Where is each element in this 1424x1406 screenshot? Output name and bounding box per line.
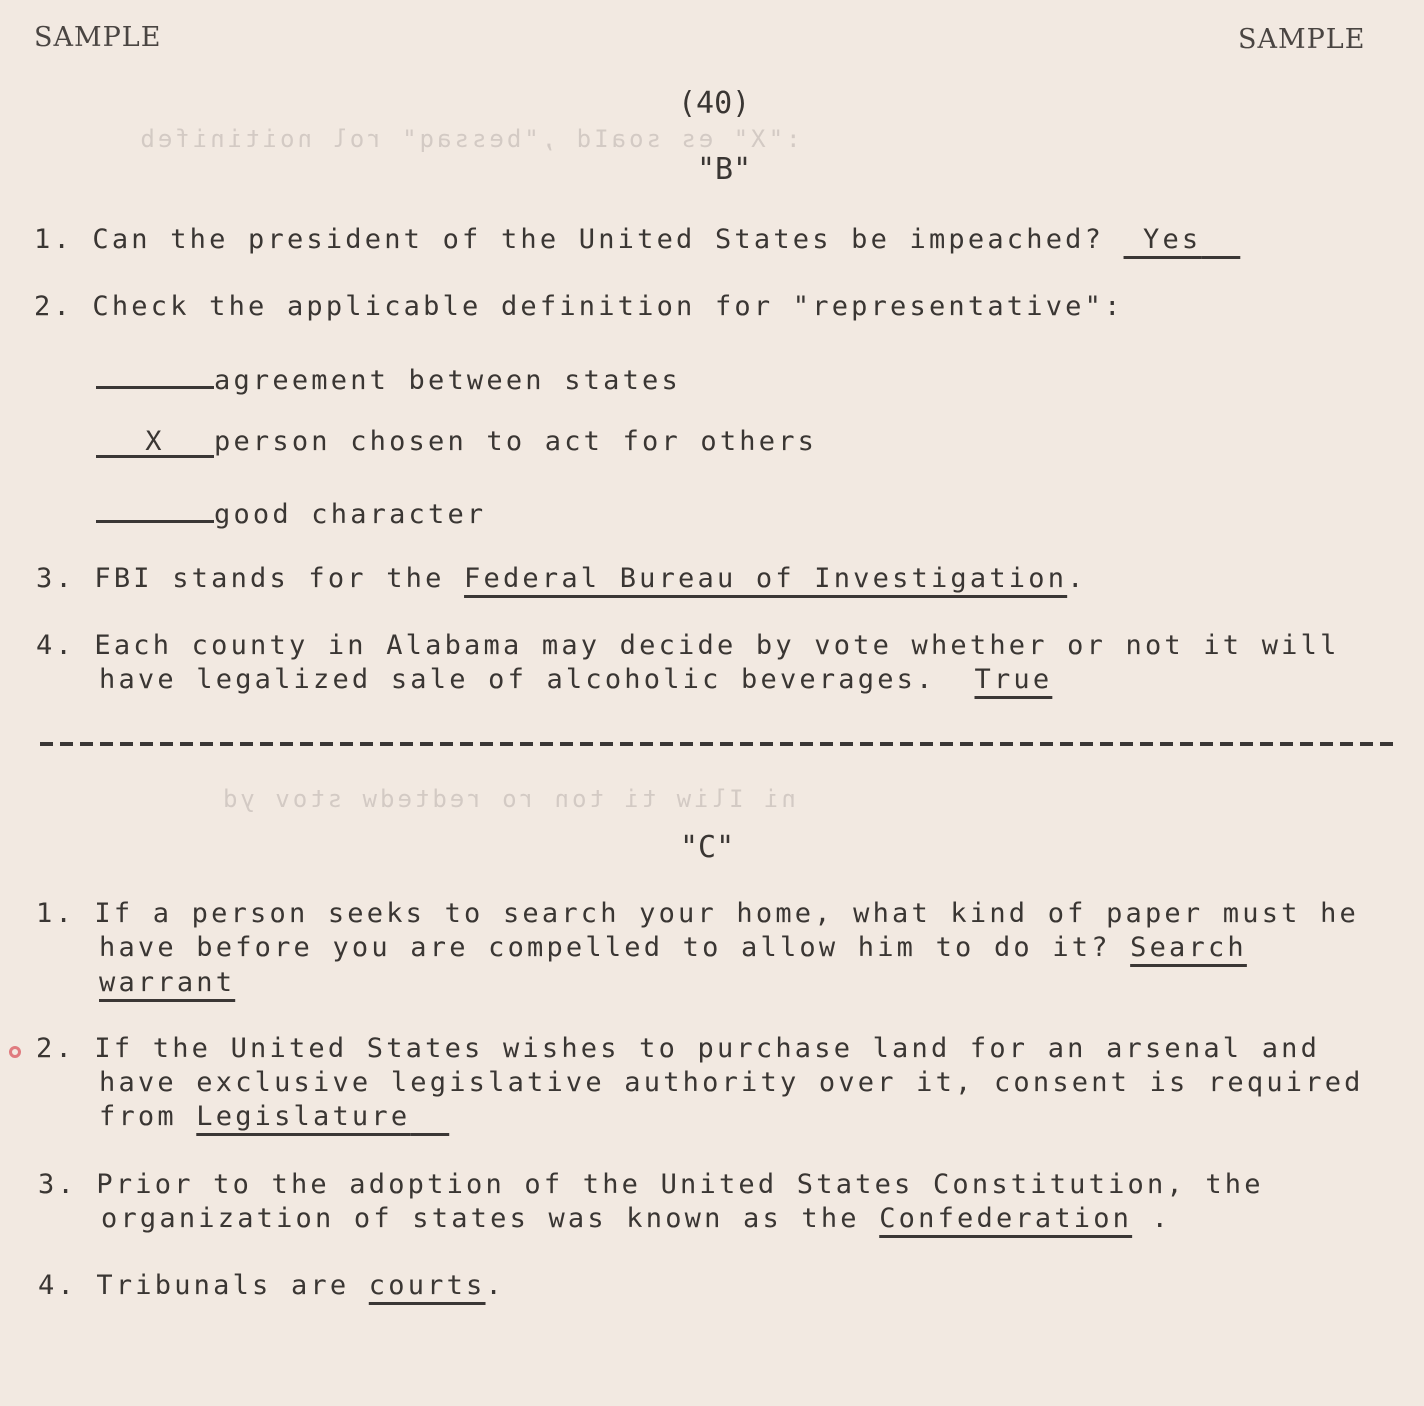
option-label: good character bbox=[214, 499, 487, 530]
bleed-through-text: ni Iliw ti ton ro redtedw stov yd bbox=[220, 785, 796, 813]
checkbox-checked[interactable]: X bbox=[96, 429, 214, 458]
red-pencil-mark bbox=[9, 1046, 21, 1058]
question-number: 3. bbox=[38, 1169, 77, 1200]
section-b-heading: "B" bbox=[697, 152, 752, 187]
question-text-line2: have exclusive legislative authority over it, consent is required bbox=[99, 1067, 1364, 1098]
bleed-through-text: :"X" es soaId ,"bessaq" rol noitinifeb bbox=[120, 125, 801, 153]
checkbox-blank[interactable] bbox=[96, 360, 214, 389]
question-c1 bbox=[36, 898, 1359, 929]
question-number: 2. bbox=[36, 1033, 75, 1064]
question-text-line1: If a person seeks to search your home, what kind of paper must he bbox=[94, 898, 1359, 929]
question-text-line1: Each county in Alabama may decide by vote whether or not it will bbox=[94, 630, 1340, 661]
question-number: 2. bbox=[34, 291, 73, 322]
section-c-heading: "C" bbox=[680, 830, 735, 865]
option-row bbox=[96, 426, 817, 458]
question-b4-line2 bbox=[99, 664, 1052, 695]
answer-field[interactable]: courts bbox=[368, 1270, 486, 1301]
question-text-line1: Prior to the adoption of the United States Constitution, the bbox=[96, 1169, 1264, 1200]
checkbox-blank[interactable] bbox=[96, 494, 214, 523]
question-c2-line3 bbox=[99, 1101, 449, 1132]
option-label: person chosen to act for others bbox=[214, 426, 818, 457]
question-text: Check the applicable definition for "representative": bbox=[92, 291, 1124, 322]
question-b2 bbox=[34, 291, 1124, 322]
question-c3-line2: organization of states was known as the Confederation . bbox=[101, 1203, 1172, 1234]
answer-field[interactable]: Yes bbox=[1143, 224, 1202, 255]
question-b3: 3. FBI stands for the Federal Bureau of Investigation. bbox=[36, 563, 1087, 594]
question-b4 bbox=[36, 630, 1340, 661]
question-text-line1: If the United States wishes to purchase land for an arsenal and bbox=[94, 1033, 1321, 1064]
question-number: 4. bbox=[38, 1270, 77, 1301]
sample-label-left: SAMPLE bbox=[34, 22, 162, 53]
question-text-line2: have legalized sale of alcoholic beverages. bbox=[99, 664, 975, 695]
question-number: 1. bbox=[34, 224, 73, 255]
question-c4: 4. Tribunals are courts. bbox=[38, 1270, 505, 1301]
question-c1-line2 bbox=[99, 932, 1247, 963]
question-text-line2: have before you are compelled to allow him to do it? bbox=[99, 932, 1131, 963]
question-c3 bbox=[38, 1169, 1264, 1200]
answer-field[interactable]: Legislature bbox=[196, 1101, 411, 1132]
question-text-line2: organization of states was known as the bbox=[101, 1203, 880, 1234]
page-number: (40) bbox=[678, 86, 751, 121]
sample-label-right: SAMPLE bbox=[1238, 24, 1366, 55]
answer-field-continued[interactable]: warrant bbox=[99, 967, 236, 998]
option-label: agreement between states bbox=[214, 365, 681, 396]
question-c2-line2 bbox=[99, 1067, 1364, 1098]
question-number: 3. bbox=[36, 563, 75, 594]
question-c1-line3 bbox=[99, 967, 235, 998]
answer-field[interactable]: Confederation bbox=[879, 1203, 1133, 1234]
answer-field[interactable]: Search bbox=[1130, 932, 1247, 963]
question-text: Tribunals are bbox=[96, 1270, 369, 1301]
answer-field[interactable]: Federal Bureau of Investigation bbox=[464, 563, 1068, 594]
question-text-line3: from bbox=[99, 1101, 197, 1132]
section-divider bbox=[40, 742, 1400, 746]
question-number: 1. bbox=[36, 898, 75, 929]
option-row bbox=[96, 360, 681, 396]
question-text: FBI stands for the bbox=[94, 563, 465, 594]
answer-field[interactable]: True bbox=[974, 664, 1053, 695]
option-row bbox=[96, 494, 486, 530]
question-text: Can the president of the United States be impeached? bbox=[92, 224, 1124, 255]
question-number: 4. bbox=[36, 630, 75, 661]
question-b1 bbox=[34, 224, 1240, 255]
question-c2 bbox=[36, 1033, 1320, 1064]
